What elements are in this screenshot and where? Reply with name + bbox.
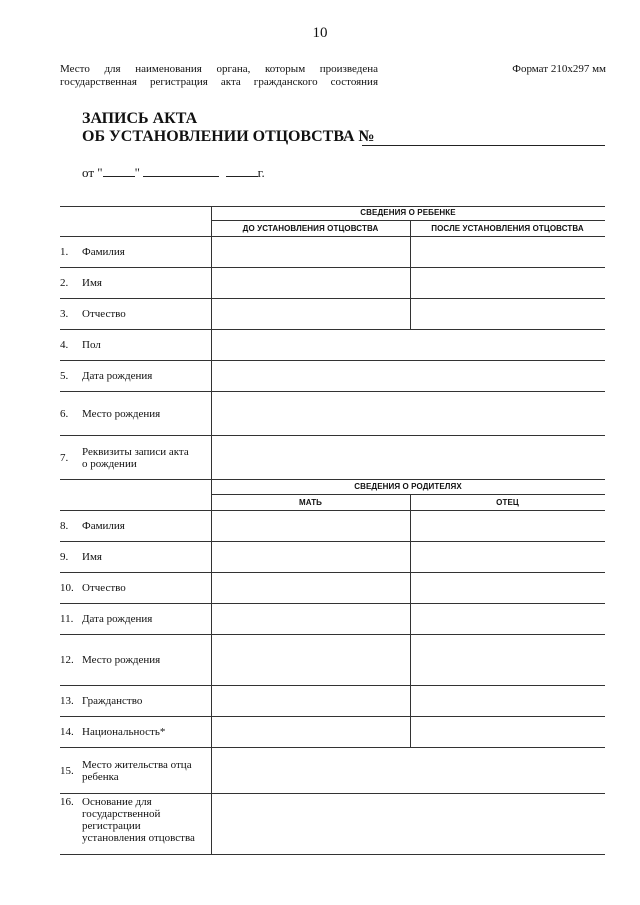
col-before-paternity: ДО УСТАНОВЛЕНИЯ ОТЦОВСТВА <box>242 224 379 233</box>
document-title: ЗАПИСЬ АКТА <box>82 110 198 127</box>
format-note: Формат 210x297 мм <box>512 63 606 75</box>
table-row: 7. Реквизиты записи акта о рождении <box>60 445 189 470</box>
table-row: 5. Дата рождения <box>60 370 153 382</box>
table-line <box>211 220 605 221</box>
col-father: ОТЕЦ <box>496 498 519 507</box>
table-row: 6. Место рождения <box>60 407 161 420</box>
col-mother: МАТЬ <box>298 498 323 507</box>
table-row: 10. Отчество <box>60 582 126 594</box>
record-number-field[interactable] <box>362 145 605 146</box>
col-after-paternity: ПОСЛЕ УСТАНОВЛЕНИЯ ОТЦОВСТВА <box>431 224 584 233</box>
table-line <box>410 494 411 747</box>
table-row: 15. Место жительства отца ребенка <box>60 758 192 783</box>
table-row: 8. Фамилия <box>60 520 125 532</box>
table-row: 13. Гражданство <box>60 695 143 707</box>
date-suffix: г. <box>257 165 265 180</box>
table-row: 14. Национальность* <box>60 726 166 738</box>
table-row: 9. Имя <box>60 551 102 563</box>
table-line <box>60 793 605 794</box>
table-line <box>60 479 605 480</box>
table-line <box>211 494 605 495</box>
document-subtitle: ОБ УСТАНОВЛЕНИИ ОТЦОВСТВА № <box>82 128 375 145</box>
date-prefix: от " <box>82 165 103 180</box>
table-row: 2. Имя <box>60 277 102 289</box>
table-line <box>410 220 411 329</box>
table-line <box>211 479 212 854</box>
table-row: 3. Отчество <box>60 308 126 320</box>
parents-section-title: СВЕДЕНИЯ О РОДИТЕЛЯХ <box>354 482 462 491</box>
table-line <box>60 206 605 207</box>
day-field[interactable] <box>103 164 135 177</box>
page-number: 10 <box>312 25 328 41</box>
table-line <box>211 206 212 479</box>
table-row: 11. Дата рождения <box>60 613 153 625</box>
table-row: 4. Пол <box>60 339 101 351</box>
registration-authority-note: Место для наименования органа, которым произведена государственная регистрация акта гражданского состояния <box>60 63 378 88</box>
year-field[interactable] <box>226 164 258 177</box>
child-section-title: СВЕДЕНИЯ О РЕБЕНКЕ <box>360 208 456 217</box>
date-line <box>82 164 265 181</box>
table-row: 1. Фамилия <box>60 246 125 258</box>
month-field[interactable] <box>143 164 219 177</box>
table-row: 12. Место рождения <box>60 654 161 666</box>
table-line <box>60 854 605 855</box>
table-row: 16. Основание для государственной регистрации установления отцовства <box>60 796 195 844</box>
date-quote-close: " <box>134 165 140 180</box>
